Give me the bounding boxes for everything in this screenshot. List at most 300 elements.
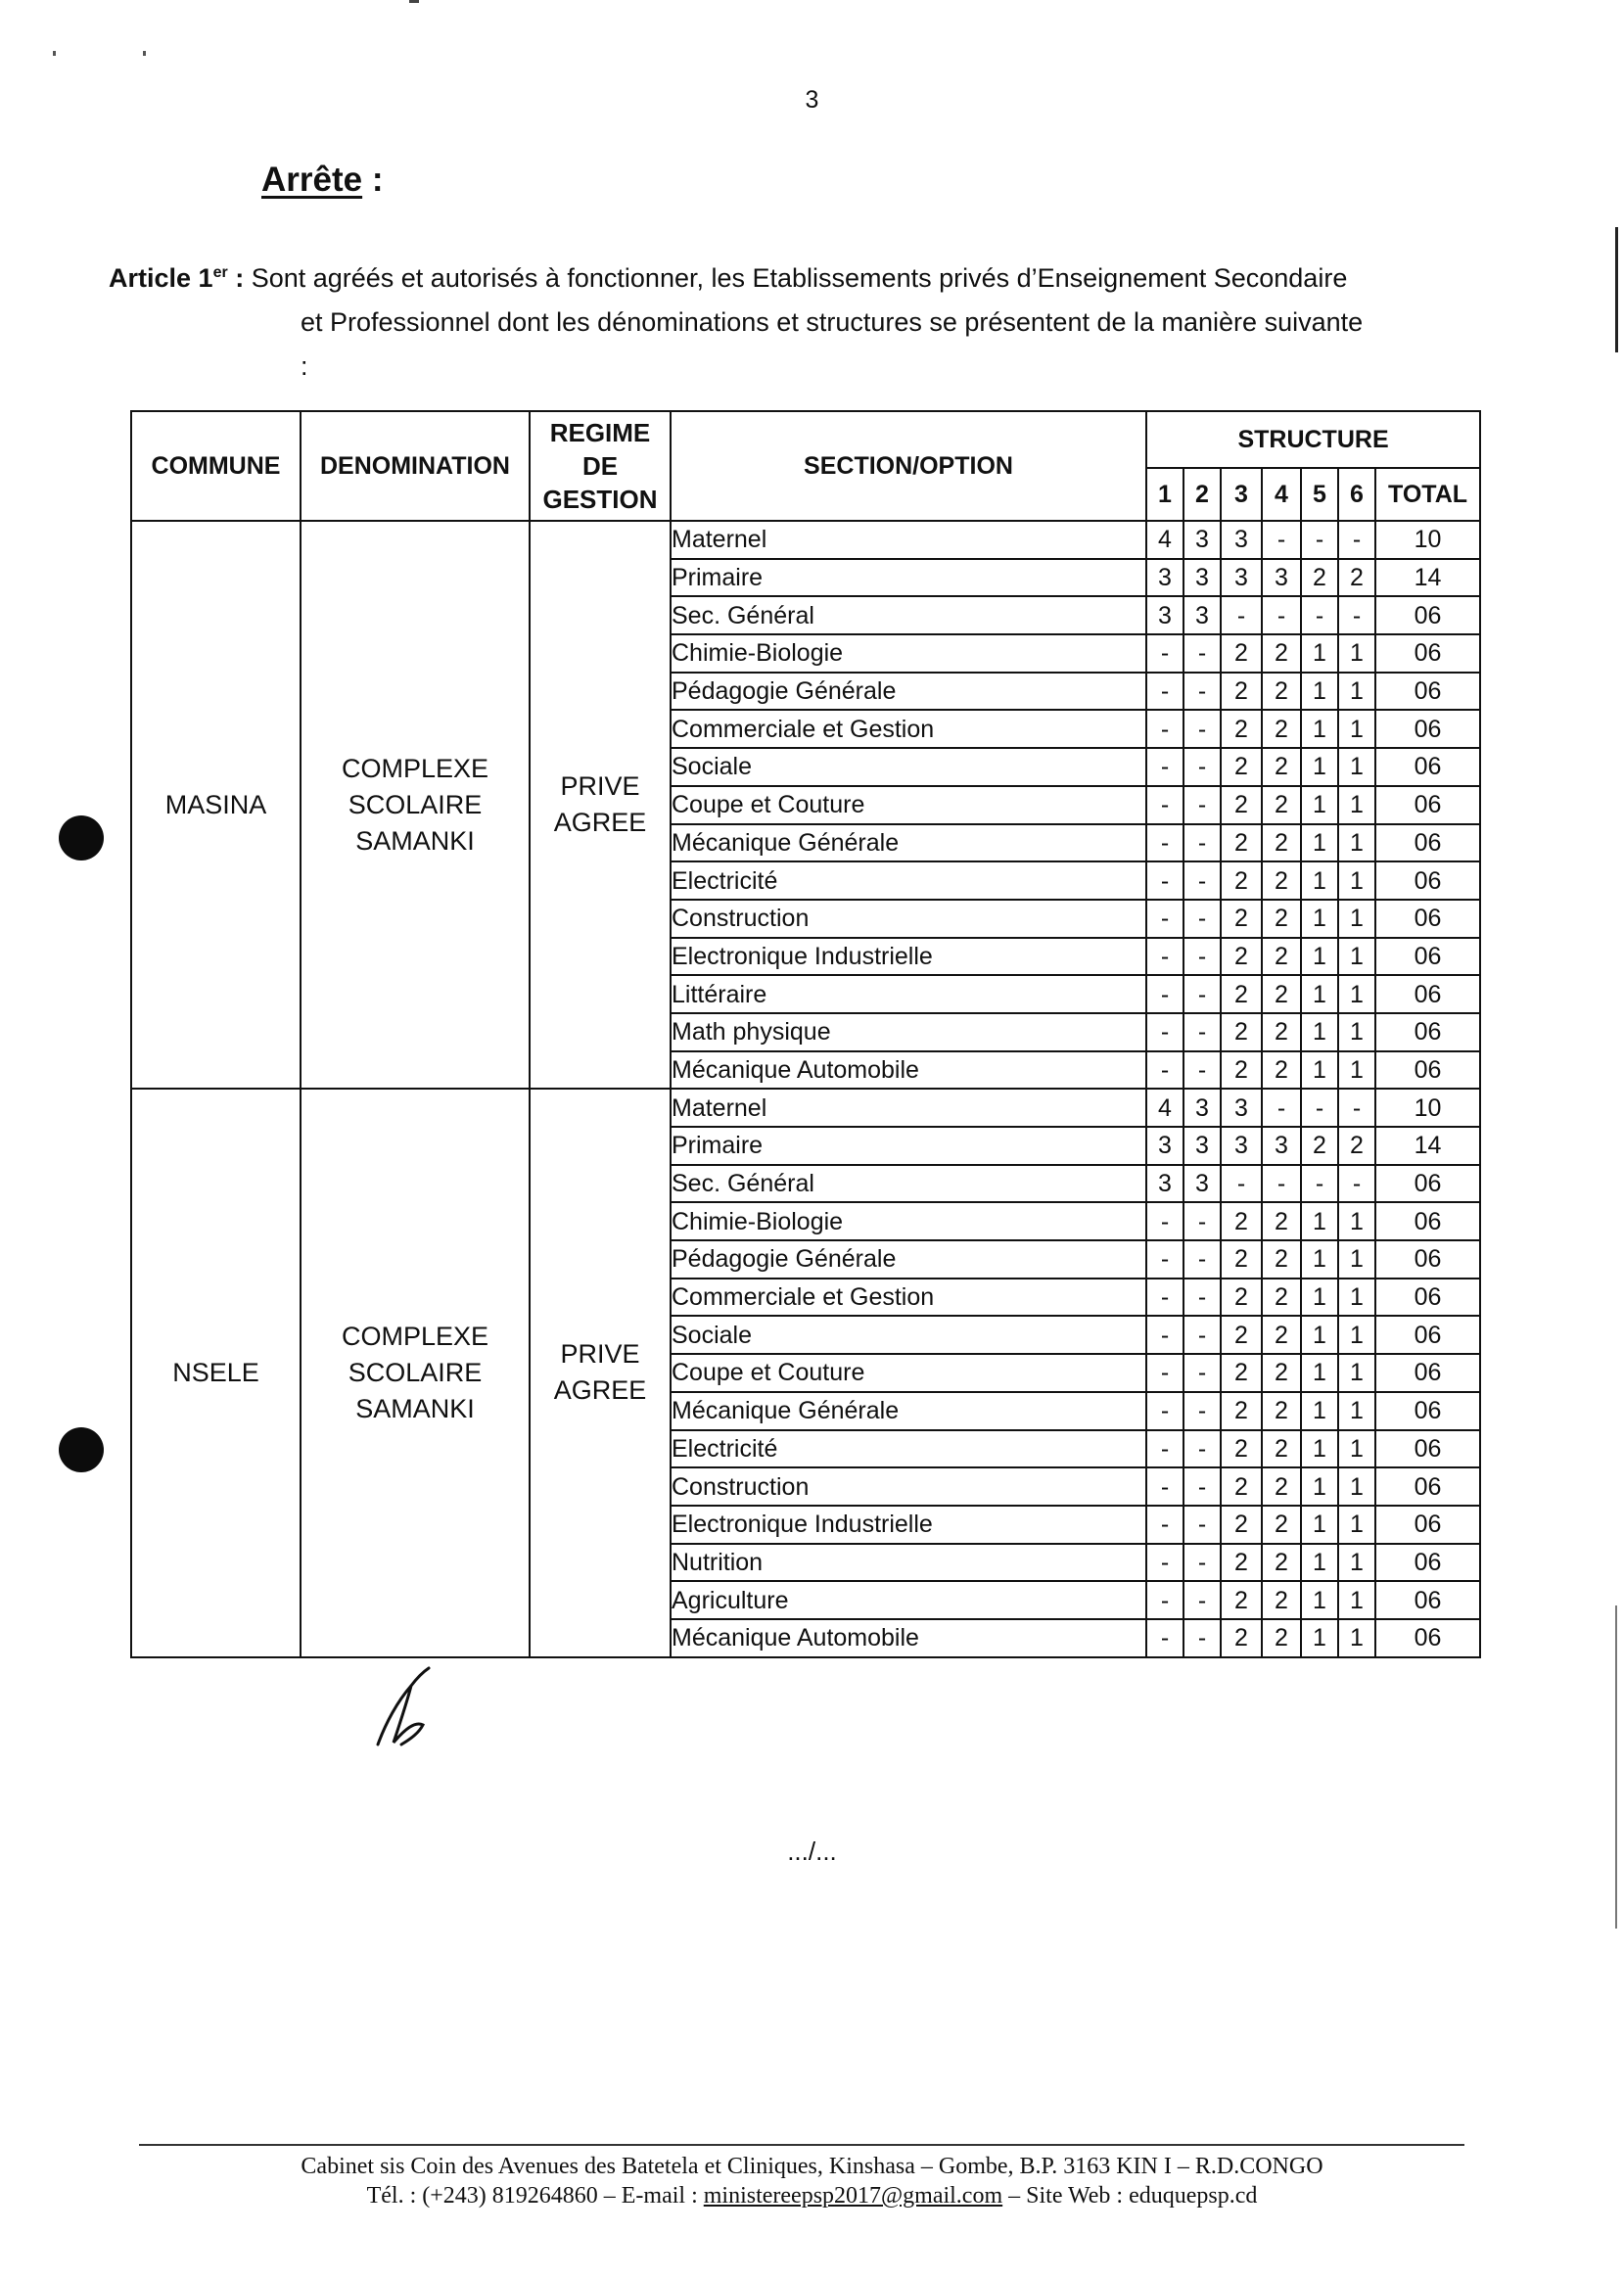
year-5-cell: 1 xyxy=(1301,1506,1338,1544)
year-5-cell: - xyxy=(1301,596,1338,634)
section-option-cell: Maternel xyxy=(671,1089,1146,1127)
year-6-cell: 1 xyxy=(1338,1240,1375,1279)
section-option-cell: Pédagogie Générale xyxy=(671,1240,1146,1279)
total-cell: 06 xyxy=(1375,861,1480,900)
footer-divider xyxy=(139,2144,1464,2146)
section-option-cell: Nutrition xyxy=(671,1544,1146,1582)
denomination-line: COMPLEXE xyxy=(341,1321,489,1351)
year-1-cell: - xyxy=(1146,634,1183,673)
year-4-cell: 2 xyxy=(1262,975,1301,1013)
heading-colon: : xyxy=(362,161,384,199)
year-6-cell: 1 xyxy=(1338,1544,1375,1582)
year-6-cell: 1 xyxy=(1338,938,1375,976)
regime-line: AGREE xyxy=(553,1375,647,1406)
year-6-cell: 1 xyxy=(1338,1202,1375,1240)
article-line-1: Sont agréés et autorisés à fonctionner, les Etablissements privés d’Enseignement Secondaire xyxy=(244,263,1348,293)
year-4-cell: 2 xyxy=(1262,1619,1301,1657)
year-1-cell: - xyxy=(1146,673,1183,711)
year-2-cell: - xyxy=(1183,673,1221,711)
total-cell: 06 xyxy=(1375,1581,1480,1619)
section-option-cell: Mécanique Générale xyxy=(671,824,1146,862)
regime-line: AGREE xyxy=(553,808,647,838)
year-6-cell: 1 xyxy=(1338,710,1375,748)
year-2-cell: - xyxy=(1183,1544,1221,1582)
denomination-line: SAMANKI xyxy=(355,825,475,856)
year-4-cell: 2 xyxy=(1262,861,1301,900)
header-structure: STRUCTURE xyxy=(1146,411,1480,468)
year-4-cell: 2 xyxy=(1262,1354,1301,1392)
year-1-cell: - xyxy=(1146,938,1183,976)
year-6-cell: 1 xyxy=(1338,1619,1375,1657)
year-3-cell: 2 xyxy=(1221,1581,1262,1619)
punch-hole xyxy=(59,815,104,860)
year-2-cell: - xyxy=(1183,1392,1221,1430)
total-cell: 06 xyxy=(1375,824,1480,862)
initials-signature xyxy=(372,1664,450,1752)
denomination-cell xyxy=(301,1089,530,1656)
total-cell: 06 xyxy=(1375,1467,1480,1506)
structure-table xyxy=(130,410,1481,1658)
year-6-cell: 1 xyxy=(1338,1316,1375,1354)
total-cell: 06 xyxy=(1375,1279,1480,1317)
year-2-cell: - xyxy=(1183,861,1221,900)
header-total: TOTAL xyxy=(1375,468,1480,521)
section-option-cell: Chimie-Biologie xyxy=(671,1202,1146,1240)
year-4-cell: 2 xyxy=(1262,1013,1301,1051)
year-6-cell: 1 xyxy=(1338,786,1375,824)
year-3-cell: - xyxy=(1221,596,1262,634)
year-5-cell: 2 xyxy=(1301,559,1338,597)
year-6-cell: 1 xyxy=(1338,1051,1375,1090)
section-option-cell: Construction xyxy=(671,900,1146,938)
total-cell: 06 xyxy=(1375,1316,1480,1354)
year-3-cell: 3 xyxy=(1221,521,1262,559)
year-4-cell: 2 xyxy=(1262,938,1301,976)
year-2-cell: 3 xyxy=(1183,521,1221,559)
year-5-cell: 1 xyxy=(1301,710,1338,748)
footer-address: Cabinet sis Coin des Avenues des Batetela et Cliniques, Kinshasa – Gombe, B.P. 3163 KIN I – R.D.CONGO xyxy=(301,2154,1323,2179)
header-regime-line: DE xyxy=(581,451,619,481)
year-5-cell: 1 xyxy=(1301,1619,1338,1657)
section-option-cell: Math physique xyxy=(671,1013,1146,1051)
punch-hole xyxy=(59,1427,104,1472)
year-3-cell: 2 xyxy=(1221,634,1262,673)
year-2-cell: - xyxy=(1183,1316,1221,1354)
year-2-cell: 3 xyxy=(1183,596,1221,634)
footer-site: – Site Web : eduquepsp.cd xyxy=(1002,2183,1258,2209)
year-4-cell: 2 xyxy=(1262,824,1301,862)
total-cell: 06 xyxy=(1375,710,1480,748)
year-2-cell: - xyxy=(1183,900,1221,938)
year-3-cell: 2 xyxy=(1221,824,1262,862)
section-option-cell: Coupe et Couture xyxy=(671,786,1146,824)
year-1-cell: 4 xyxy=(1146,521,1183,559)
regime-cell xyxy=(530,1089,671,1656)
continuation-mark: .../... xyxy=(787,1837,837,1866)
section-option-cell: Commerciale et Gestion xyxy=(671,710,1146,748)
year-2-cell: - xyxy=(1183,1430,1221,1468)
year-4-cell: 3 xyxy=(1262,1127,1301,1165)
total-cell: 06 xyxy=(1375,1354,1480,1392)
denomination-line: SCOLAIRE xyxy=(348,1357,483,1387)
section-option-cell: Electronique Industrielle xyxy=(671,938,1146,976)
year-6-cell: - xyxy=(1338,521,1375,559)
year-3-cell: 2 xyxy=(1221,1013,1262,1051)
year-1-cell: - xyxy=(1146,1430,1183,1468)
year-4-cell: 2 xyxy=(1262,1430,1301,1468)
denomination-line: COMPLEXE xyxy=(341,753,489,783)
year-5-cell: 1 xyxy=(1301,861,1338,900)
page-footer xyxy=(0,2152,1624,2210)
footer-email: ministereepsp2017@gmail.com xyxy=(703,2183,1003,2209)
section-option-cell: Littéraire xyxy=(671,975,1146,1013)
total-cell: 14 xyxy=(1375,1127,1480,1165)
total-cell: 06 xyxy=(1375,1619,1480,1657)
regime-line: PRIVE xyxy=(560,1339,640,1370)
year-6-cell: - xyxy=(1338,596,1375,634)
year-2-cell: - xyxy=(1183,1013,1221,1051)
year-3-cell: 2 xyxy=(1221,1430,1262,1468)
total-cell: 06 xyxy=(1375,748,1480,786)
year-4-cell: - xyxy=(1262,1165,1301,1203)
year-4-cell: 2 xyxy=(1262,1392,1301,1430)
table-row xyxy=(131,1089,1480,1127)
year-3-cell: 2 xyxy=(1221,1354,1262,1392)
year-1-cell: - xyxy=(1146,1051,1183,1090)
header-year-6: 6 xyxy=(1338,468,1375,521)
article-line-2: et Professionnel dont les dénominations et structures se présentent de la manière suivante xyxy=(301,307,1364,337)
section-option-cell: Sociale xyxy=(671,748,1146,786)
denomination-cell xyxy=(301,521,530,1089)
year-2-cell: - xyxy=(1183,1619,1221,1657)
year-3-cell: 2 xyxy=(1221,900,1262,938)
year-4-cell: - xyxy=(1262,521,1301,559)
year-1-cell: - xyxy=(1146,1467,1183,1506)
year-5-cell: - xyxy=(1301,1165,1338,1203)
year-1-cell: - xyxy=(1146,748,1183,786)
year-5-cell: 1 xyxy=(1301,900,1338,938)
section-option-cell: Sec. Général xyxy=(671,1165,1146,1203)
year-4-cell: 2 xyxy=(1262,710,1301,748)
year-5-cell: 1 xyxy=(1301,1354,1338,1392)
page-number: 3 xyxy=(805,86,819,114)
header-regime-line: REGIME xyxy=(549,418,651,447)
year-1-cell: - xyxy=(1146,861,1183,900)
year-3-cell: 2 xyxy=(1221,1544,1262,1582)
year-2-cell: - xyxy=(1183,1581,1221,1619)
year-2-cell: - xyxy=(1183,634,1221,673)
year-2-cell: - xyxy=(1183,1051,1221,1090)
year-5-cell: 1 xyxy=(1301,1430,1338,1468)
year-4-cell: 2 xyxy=(1262,1202,1301,1240)
year-5-cell: 1 xyxy=(1301,1240,1338,1279)
denomination-line: SCOLAIRE xyxy=(348,789,483,819)
year-1-cell: 3 xyxy=(1146,559,1183,597)
year-3-cell: 3 xyxy=(1221,559,1262,597)
year-4-cell: 2 xyxy=(1262,634,1301,673)
year-5-cell: 1 xyxy=(1301,1467,1338,1506)
year-1-cell: 3 xyxy=(1146,596,1183,634)
year-6-cell: 1 xyxy=(1338,634,1375,673)
section-option-cell: Construction xyxy=(671,1467,1146,1506)
year-6-cell: 1 xyxy=(1338,748,1375,786)
section-option-cell: Coupe et Couture xyxy=(671,1354,1146,1392)
year-3-cell: - xyxy=(1221,1165,1262,1203)
header-year-1: 1 xyxy=(1146,468,1183,521)
year-2-cell: - xyxy=(1183,975,1221,1013)
total-cell: 06 xyxy=(1375,1165,1480,1203)
year-5-cell: - xyxy=(1301,521,1338,559)
year-2-cell: - xyxy=(1183,1467,1221,1506)
year-1-cell: - xyxy=(1146,786,1183,824)
total-cell: 06 xyxy=(1375,1392,1480,1430)
year-2-cell: 3 xyxy=(1183,1165,1221,1203)
year-3-cell: 3 xyxy=(1221,1089,1262,1127)
year-4-cell: 2 xyxy=(1262,1051,1301,1090)
year-2-cell: - xyxy=(1183,1279,1221,1317)
year-1-cell: - xyxy=(1146,1392,1183,1430)
year-4-cell: 2 xyxy=(1262,1316,1301,1354)
year-2-cell: 3 xyxy=(1183,1127,1221,1165)
year-2-cell: 3 xyxy=(1183,559,1221,597)
denomination-line: SAMANKI xyxy=(355,1393,475,1423)
year-6-cell: 1 xyxy=(1338,1279,1375,1317)
regime-cell xyxy=(530,521,671,1089)
year-4-cell: - xyxy=(1262,596,1301,634)
year-2-cell: - xyxy=(1183,1354,1221,1392)
year-3-cell: 2 xyxy=(1221,975,1262,1013)
total-cell: 06 xyxy=(1375,1506,1480,1544)
table-body xyxy=(131,521,1480,1657)
section-option-cell: Maternel xyxy=(671,521,1146,559)
year-5-cell: 1 xyxy=(1301,1392,1338,1430)
year-5-cell: 1 xyxy=(1301,1202,1338,1240)
year-5-cell: - xyxy=(1301,1089,1338,1127)
section-option-cell: Sec. Général xyxy=(671,596,1146,634)
year-5-cell: 1 xyxy=(1301,1544,1338,1582)
header-regime xyxy=(530,411,671,521)
year-5-cell: 1 xyxy=(1301,938,1338,976)
article-1 xyxy=(109,251,1518,389)
year-3-cell: 2 xyxy=(1221,1619,1262,1657)
header-year-5: 5 xyxy=(1301,468,1338,521)
header-denomination: DENOMINATION xyxy=(301,411,530,521)
year-1-cell: - xyxy=(1146,824,1183,862)
year-4-cell: 2 xyxy=(1262,748,1301,786)
section-option-cell: Electricité xyxy=(671,1430,1146,1468)
year-5-cell: 1 xyxy=(1301,748,1338,786)
year-4-cell: 2 xyxy=(1262,1467,1301,1506)
year-2-cell: - xyxy=(1183,824,1221,862)
year-4-cell: 2 xyxy=(1262,1544,1301,1582)
year-6-cell: 1 xyxy=(1338,975,1375,1013)
year-3-cell: 2 xyxy=(1221,1051,1262,1090)
total-cell: 06 xyxy=(1375,1051,1480,1090)
year-2-cell: - xyxy=(1183,1506,1221,1544)
commune-cell: MASINA xyxy=(131,521,301,1089)
section-option-cell: Pédagogie Générale xyxy=(671,673,1146,711)
total-cell: 06 xyxy=(1375,673,1480,711)
year-5-cell: 1 xyxy=(1301,1316,1338,1354)
year-6-cell: 1 xyxy=(1338,900,1375,938)
footer-tel: Tél. : (+243) 819264860 – E-mail : xyxy=(366,2183,704,2209)
year-6-cell: 1 xyxy=(1338,824,1375,862)
header-year-4: 4 xyxy=(1262,468,1301,521)
year-3-cell: 2 xyxy=(1221,786,1262,824)
total-cell: 06 xyxy=(1375,975,1480,1013)
article-label-sup: er xyxy=(212,264,228,281)
year-1-cell: - xyxy=(1146,1619,1183,1657)
total-cell: 06 xyxy=(1375,1430,1480,1468)
section-option-cell: Agriculture xyxy=(671,1581,1146,1619)
year-6-cell: 2 xyxy=(1338,559,1375,597)
year-6-cell: 1 xyxy=(1338,1506,1375,1544)
year-4-cell: 2 xyxy=(1262,673,1301,711)
year-5-cell: 1 xyxy=(1301,673,1338,711)
article-label-text: Article 1 xyxy=(109,263,213,293)
year-1-cell: - xyxy=(1146,1581,1183,1619)
year-4-cell: 2 xyxy=(1262,900,1301,938)
year-3-cell: 2 xyxy=(1221,673,1262,711)
year-4-cell: 2 xyxy=(1262,1240,1301,1279)
scan-edge-mark xyxy=(1615,1605,1617,1929)
year-4-cell: 2 xyxy=(1262,1279,1301,1317)
header-year-2: 2 xyxy=(1183,468,1221,521)
year-1-cell: - xyxy=(1146,975,1183,1013)
section-option-cell: Mécanique Générale xyxy=(671,1392,1146,1430)
year-6-cell: 1 xyxy=(1338,673,1375,711)
article-label-colon: : xyxy=(227,263,245,293)
year-3-cell: 2 xyxy=(1221,1279,1262,1317)
header-commune: COMMUNE xyxy=(131,411,301,521)
year-1-cell: 3 xyxy=(1146,1165,1183,1203)
table-header xyxy=(131,411,1480,521)
total-cell: 06 xyxy=(1375,1544,1480,1582)
section-option-cell: Chimie-Biologie xyxy=(671,634,1146,673)
year-1-cell: - xyxy=(1146,1354,1183,1392)
year-3-cell: 2 xyxy=(1221,938,1262,976)
year-4-cell: 3 xyxy=(1262,559,1301,597)
year-1-cell: - xyxy=(1146,900,1183,938)
year-3-cell: 2 xyxy=(1221,1392,1262,1430)
section-option-cell: Electronique Industrielle xyxy=(671,1506,1146,1544)
year-3-cell: 2 xyxy=(1221,748,1262,786)
year-5-cell: 1 xyxy=(1301,1051,1338,1090)
year-2-cell: - xyxy=(1183,938,1221,976)
year-6-cell: 1 xyxy=(1338,1467,1375,1506)
section-option-cell: Mécanique Automobile xyxy=(671,1051,1146,1090)
year-2-cell: - xyxy=(1183,786,1221,824)
year-3-cell: 3 xyxy=(1221,1127,1262,1165)
total-cell: 06 xyxy=(1375,1013,1480,1051)
article-line-3: : xyxy=(301,351,308,381)
year-5-cell: 1 xyxy=(1301,786,1338,824)
year-4-cell: 2 xyxy=(1262,1506,1301,1544)
year-5-cell: 1 xyxy=(1301,975,1338,1013)
year-2-cell: - xyxy=(1183,1240,1221,1279)
year-3-cell: 2 xyxy=(1221,861,1262,900)
year-6-cell: 1 xyxy=(1338,1430,1375,1468)
section-option-cell: Commerciale et Gestion xyxy=(671,1279,1146,1317)
table-row xyxy=(131,521,1480,559)
total-cell: 06 xyxy=(1375,1240,1480,1279)
year-1-cell: - xyxy=(1146,710,1183,748)
scan-edge-mark xyxy=(1615,227,1618,352)
year-6-cell: 1 xyxy=(1338,1354,1375,1392)
year-1-cell: 3 xyxy=(1146,1127,1183,1165)
year-5-cell: 1 xyxy=(1301,634,1338,673)
year-6-cell: 1 xyxy=(1338,1013,1375,1051)
section-option-cell: Primaire xyxy=(671,1127,1146,1165)
year-4-cell: - xyxy=(1262,1089,1301,1127)
total-cell: 06 xyxy=(1375,900,1480,938)
footer-contact xyxy=(0,2181,1624,2210)
year-6-cell: 2 xyxy=(1338,1127,1375,1165)
year-1-cell: - xyxy=(1146,1240,1183,1279)
year-6-cell: 1 xyxy=(1338,1392,1375,1430)
year-2-cell: - xyxy=(1183,710,1221,748)
heading-text: Arrête xyxy=(261,161,363,199)
decree-heading xyxy=(261,161,384,200)
year-5-cell: 2 xyxy=(1301,1127,1338,1165)
year-6-cell: 1 xyxy=(1338,1581,1375,1619)
year-2-cell: 3 xyxy=(1183,1089,1221,1127)
year-1-cell: 4 xyxy=(1146,1089,1183,1127)
year-4-cell: 2 xyxy=(1262,786,1301,824)
year-6-cell: 1 xyxy=(1338,861,1375,900)
total-cell: 06 xyxy=(1375,634,1480,673)
year-5-cell: 1 xyxy=(1301,1581,1338,1619)
header-year-3: 3 xyxy=(1221,468,1262,521)
year-3-cell: 2 xyxy=(1221,1506,1262,1544)
year-6-cell: - xyxy=(1338,1089,1375,1127)
year-1-cell: - xyxy=(1146,1544,1183,1582)
year-1-cell: - xyxy=(1146,1202,1183,1240)
year-2-cell: - xyxy=(1183,748,1221,786)
header-section: SECTION/OPTION xyxy=(671,411,1146,521)
year-2-cell: - xyxy=(1183,1202,1221,1240)
year-3-cell: 2 xyxy=(1221,1202,1262,1240)
year-5-cell: 1 xyxy=(1301,1013,1338,1051)
year-5-cell: 1 xyxy=(1301,824,1338,862)
total-cell: 06 xyxy=(1375,1202,1480,1240)
year-1-cell: - xyxy=(1146,1316,1183,1354)
total-cell: 06 xyxy=(1375,596,1480,634)
year-3-cell: 2 xyxy=(1221,710,1262,748)
article-label xyxy=(109,263,244,293)
section-option-cell: Sociale xyxy=(671,1316,1146,1354)
year-4-cell: 2 xyxy=(1262,1581,1301,1619)
year-3-cell: 2 xyxy=(1221,1467,1262,1506)
year-1-cell: - xyxy=(1146,1013,1183,1051)
total-cell: 06 xyxy=(1375,938,1480,976)
total-cell: 10 xyxy=(1375,521,1480,559)
total-cell: 14 xyxy=(1375,559,1480,597)
year-5-cell: 1 xyxy=(1301,1279,1338,1317)
total-cell: 06 xyxy=(1375,786,1480,824)
commune-cell: NSELE xyxy=(131,1089,301,1656)
header-regime-line: GESTION xyxy=(542,485,658,514)
year-6-cell: - xyxy=(1338,1165,1375,1203)
total-cell: 10 xyxy=(1375,1089,1480,1127)
year-3-cell: 2 xyxy=(1221,1316,1262,1354)
year-1-cell: - xyxy=(1146,1279,1183,1317)
year-1-cell: - xyxy=(1146,1506,1183,1544)
section-option-cell: Electricité xyxy=(671,861,1146,900)
section-option-cell: Mécanique Automobile xyxy=(671,1619,1146,1657)
regime-line: PRIVE xyxy=(560,771,640,802)
year-3-cell: 2 xyxy=(1221,1240,1262,1279)
